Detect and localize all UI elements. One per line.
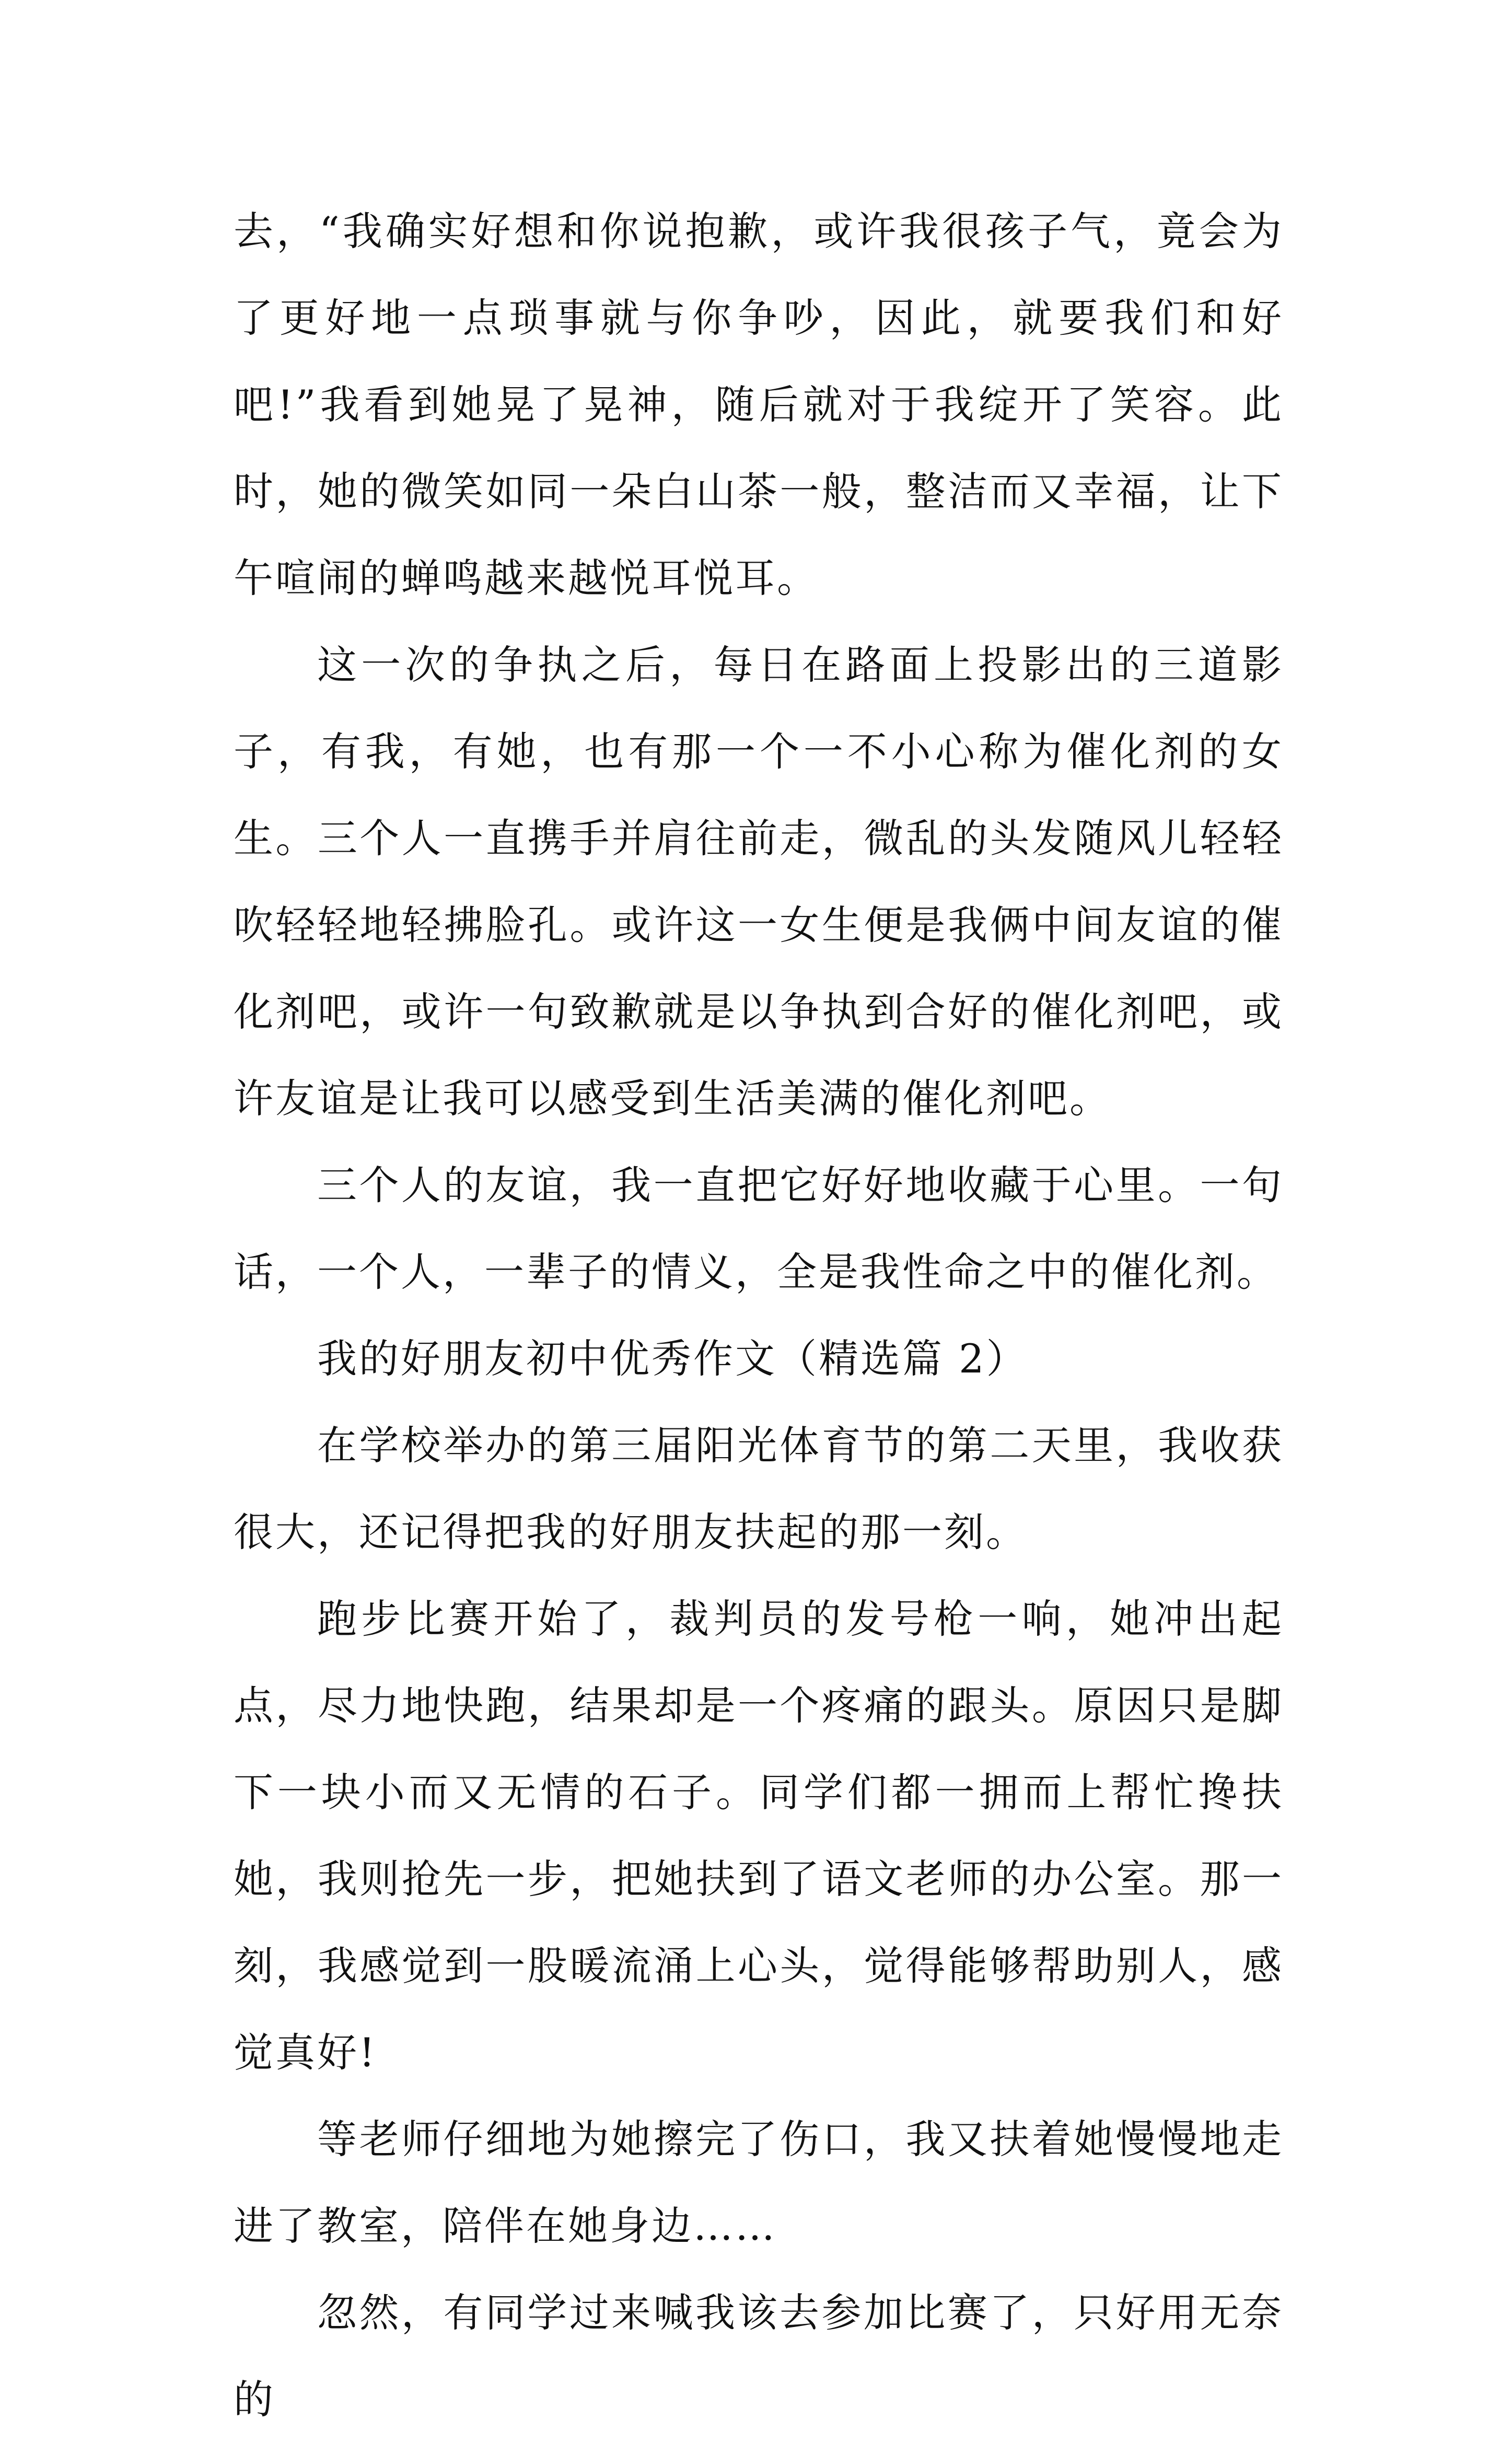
paragraph: 三个人的友谊，我一直把它好好地收藏于心里。一句话，一个人，一辈子的情义，全是我性命之中的催化剂。 <box>234 1162 1284 1295</box>
paragraph-continued: 去，“我确实好想和你说抱歉，或许我很孩子气，竟会为了更好地一点琐事就与你争吵，因此，就要我们和好吧!”我看到她晃了晃神，随后就对于我绽开了笑容。此时，她的微笑如同一朵白山茶一般，整洁而又幸福，让下午喧闹的蝉鸣越来越悦耳悦耳。 <box>234 208 1284 601</box>
paragraph: 这一次的争执之后，每日在路面上投影出的三道影子，有我，有她，也有那一个一不小心称为催化剂的女生。三个人一直携手并肩往前走，微乱的头发随风儿轻轻吹轻轻地轻拂脸孔。或许这一女生便是我俩中间友谊的催化剂吧，或许一句致歉就是以争执到合好的催化剂吧，或许友谊是让我可以感受到生活美满的催化剂吧。 <box>234 642 1284 1122</box>
paragraph: 忽然，有同学过来喊我该去参加比赛了，只好用无奈的 <box>234 2289 1284 2423</box>
paragraph: 在学校举办的第三届阳光体育节的第二天里，我收获很大，还记得把我的好朋友扶起的那一刻。 <box>234 1422 1284 1555</box>
essay-body <box>234 188 1284 2443</box>
paragraph: 等老师仔细地为她擦完了伤口，我又扶着她慢慢地走进了教室，陪伴在她身边…… <box>234 2116 1284 2249</box>
section-title: 我的好朋友初中优秀作文（精选篇 2） <box>317 1335 1028 1382</box>
paragraph: 跑步比赛开始了，裁判员的发号枪一响，她冲出起点，尽力地快跑，结果却是一个疼痛的跟头。原因只是脚下一块小而又无情的石子。同学们都一拥而上帮忙搀扶她，我则抢先一步，把她扶到了语文老师的办公室。那一刻，我感觉到一股暖流涌上心头，觉得能够帮助别人，感觉真好! <box>234 1596 1284 2076</box>
